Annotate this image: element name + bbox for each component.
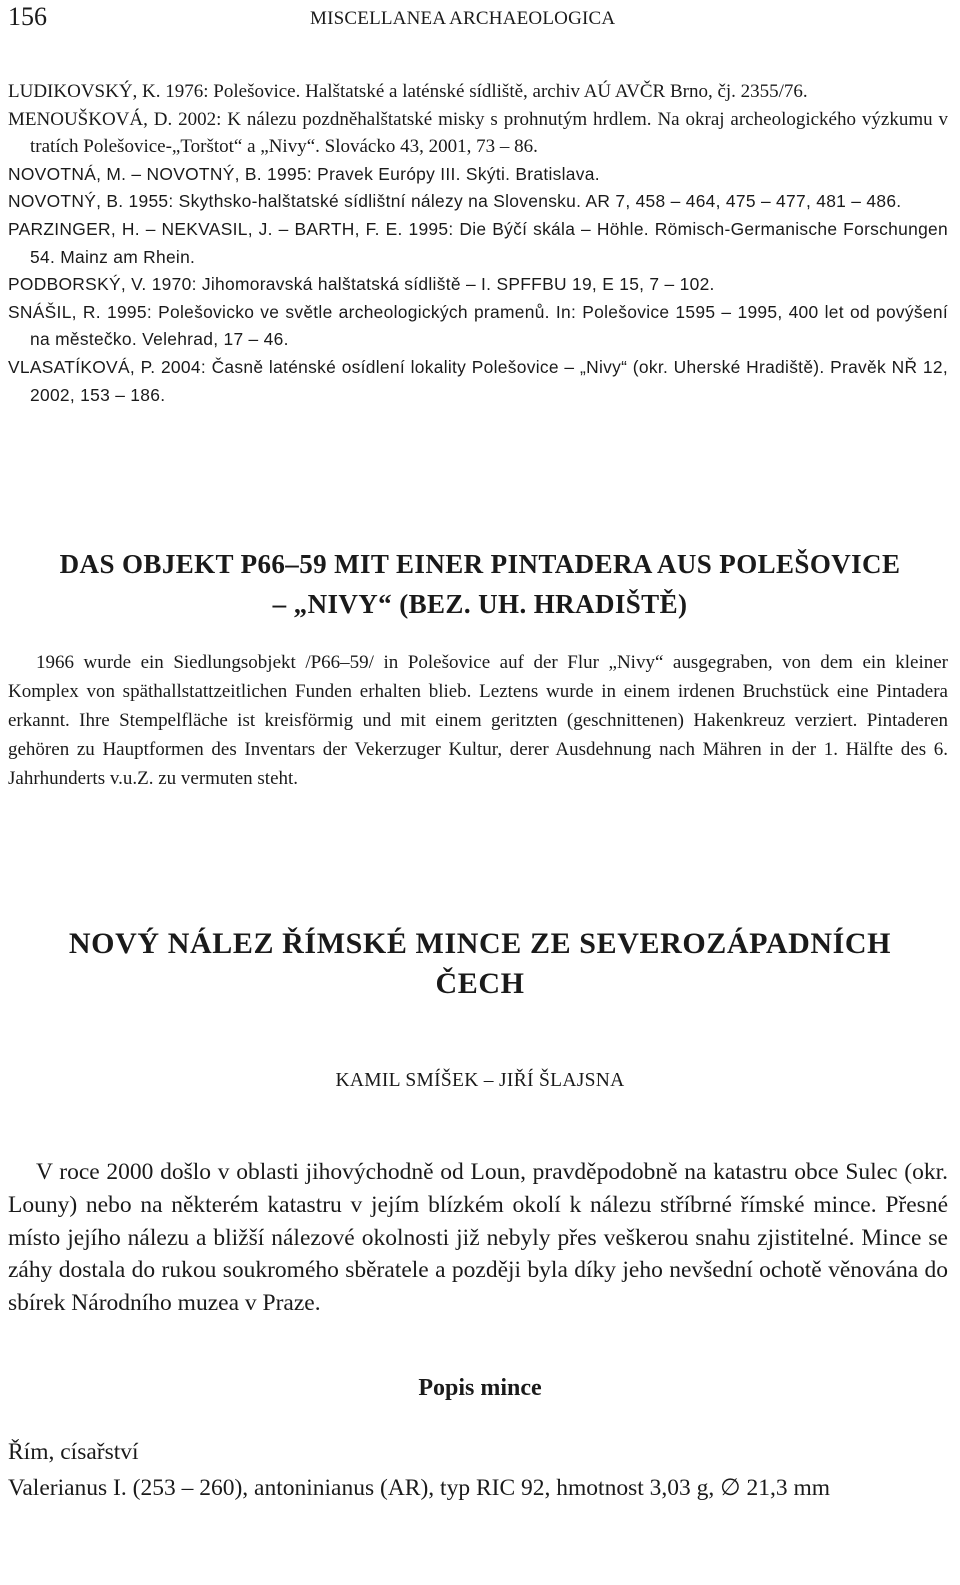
coin-description-heading: Popis mince [418,1375,542,1401]
reference-list [8,78,948,409]
article-title-line2: ČECH [435,967,525,1000]
article-authors: KAMIL SMÍŠEK – JIŘÍ ŠLAJSNA [335,1070,625,1091]
reference-novotny: NOVOTNÝ, B. 1955: Skythsko-halštatské sídlištní nálezy na Slovensku. AR 7, 458 – 464, 475 – 477, 481 – 486. [8,191,902,212]
article-intro-paragraph: V roce 2000 došlo v oblasti jihovýchodně od Loun, pravděpodobně na katastru obce Sulec (okr. Louny) nebo na některém katastru v jejím blízkém okolí k nálezu stříbrné římské mince. Přesné místo jejího nálezu a bližší nálezové okolnosti již nebyly přes veškerou snahu zjistitelné. Mince se záhy dostala do rukou soukromého sběratele a později byla díky jeho nevšední ochotě věnována do sbírek Národního muzea v Praze. [8,1159,948,1317]
reference-parzinger: PARZINGER, H. – NEKVASIL, J. – BARTH, F. E. 1995: Die Býčí skála – Höhle. Römisch-Germanische Forschungen 54. Mainz am Rhein. [8,218,948,267]
german-summary-text: 1966 wurde ein Siedlungsobjekt /P66–59/ in Polešovice auf der Flur „Nivy“ ausgegraben, von dem ein kleiner Komplex von späthallstattzeitlichen Funden erhalten blieb. Leztens wurde in einem irdenen Bruchstück eine Pintadera erkannt. Ihre Stempelfläche ist kreisförmig und mit einem geritzten (geschnittenen) Hakenkreuz verziert. Pintaderen gehören zu Hauptformen des Inventars der Vekerzuger Kultur, derer Ausdehnung nach Mähren in der 1. Hälfte des 6. Jahrhunderts v.u.Z. zu vermuten steht. [8,652,948,789]
article-title-line1: NOVÝ NÁLEZ ŘÍMSKÉ MINCE ZE SEVEROZÁPADNÍCH [68,927,892,960]
running-title: MISCELLANEA ARCHAEOLOGICA [310,8,616,29]
german-summary-title-line1: DAS OBJEKT P66–59 MIT EINER PINTADERA AUS POLEŠOVICE [59,549,901,579]
page-number: 156 [8,2,47,31]
reference-novotna: NOVOTNÁ, M. – NOVOTNÝ, B. 1995: Pravek Európy III. Skýti. Bratislava. [8,163,600,184]
reference-podborsky: PODBORSKÝ, V. 1970: Jihomoravská halštatská sídliště – I. SPFFBU 19, E 15, 7 – 102. [8,274,715,295]
reference-menouskova: MENOUŠKOVÁ, D. 2002: K nálezu pozdněhalštatské misky s prohnutým hrdlem. Na okraj archeologického výzkumu v tratích Polešovice-„Torštot“ a „Nivy“. Slovácko 43, 2001, 73 – 86. [8,108,948,158]
reference-vlasatikova: VLASATÍKOVÁ, P. 2004: Časně laténské osídlení lokality Polešovice – „Nivy“ (okr. Uherské Hradiště). Pravěk NŘ 12, 2002, 153 – 186. [8,356,948,405]
coin-origin: Řím, císařství [8,1439,139,1465]
reference-snasil: SNÁŠIL, R. 1995: Polešovicko ve světle archeologických pramenů. In: Polešovice 1595 – 1995, 400 let od povýšení na městečko. Velehrad, 17 – 46. [8,301,948,350]
german-summary-title-line2: – „NIVY“ (BEZ. UH. HRADIŠTĚ) [272,589,688,619]
reference-ludikovsky: LUDIKOVSKÝ, K. 1976: Polešovice. Halštatské a laténské sídliště, archiv AÚ AVČR Brno, čj. 2355/76. [8,81,808,102]
german-summary-title [0,544,960,624]
article-title [0,924,960,1004]
coin-details: Valerianus I. (253 – 260), antoninianus (AR), typ RIC 92, hmotnost 3,03 g, ∅ 21,3 mm [8,1475,831,1501]
